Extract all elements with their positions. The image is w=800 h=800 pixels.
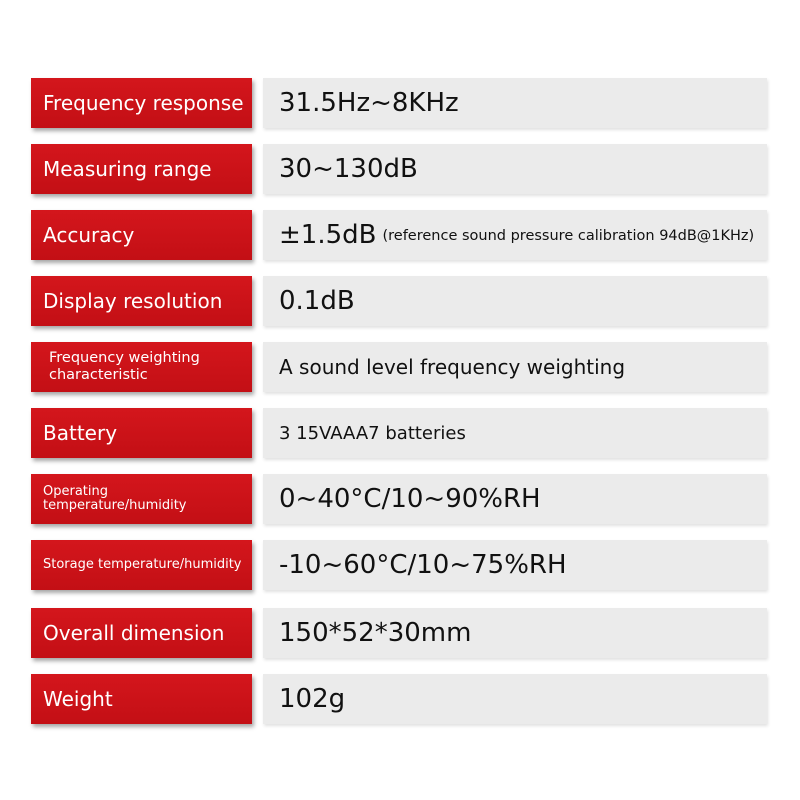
spec-value: 3 15VAAA7 batteries [279, 422, 466, 444]
spec-label: Battery [43, 421, 118, 445]
spec-label-cell [31, 540, 252, 590]
spec-value-cell [263, 540, 767, 590]
spec-label-cell [31, 408, 252, 458]
spec-value-cell [263, 474, 767, 524]
spec-label-cell [31, 474, 252, 524]
spec-value: 0.1dB [279, 286, 355, 316]
spec-row-frequency-response [31, 78, 767, 128]
spec-value: 102g [279, 684, 346, 714]
spec-value-cell [263, 78, 767, 128]
spec-value: A sound level frequency weighting [279, 355, 626, 379]
spec-label-cell [31, 342, 252, 392]
spec-label: Display resolution [43, 289, 223, 313]
spec-row-measuring-range [31, 144, 767, 194]
spec-value: 0~40°C/10~90%RH [279, 484, 541, 514]
spec-label: Measuring range [43, 157, 212, 181]
spec-label-cell [31, 210, 252, 260]
spec-row-frequency-weighting [31, 342, 767, 392]
spec-value-cell [263, 408, 767, 458]
spec-label: Accuracy [43, 223, 135, 247]
spec-row-battery [31, 408, 767, 458]
spec-label: Weight [43, 687, 113, 711]
spec-value-cell [263, 342, 767, 392]
spec-label: Frequency weighting characteristic [49, 349, 200, 383]
spec-value-cell [263, 276, 767, 326]
spec-label: Storage temperature/humidity [43, 556, 242, 572]
spec-value-cell [263, 608, 767, 658]
spec-label-cell [31, 78, 252, 128]
spec-value: 31.5Hz~8KHz [279, 88, 459, 118]
spec-value: ±1.5dB [279, 220, 377, 250]
spec-row-display-resolution [31, 276, 767, 326]
spec-value: 150*52*30mm [279, 618, 472, 648]
spec-value-note: (reference sound pressure calibration 94dB@1KHz) [382, 228, 755, 244]
spec-value-cell [263, 674, 767, 724]
spec-row-accuracy [31, 210, 767, 260]
spec-row-weight [31, 674, 767, 724]
spec-value: -10~60°C/10~75%RH [279, 550, 567, 580]
spec-value-cell [263, 144, 767, 194]
spec-label-cell [31, 144, 252, 194]
spec-row-storage-temperature [31, 540, 767, 590]
spec-value-cell [263, 210, 767, 260]
spec-row-operating-temperature [31, 474, 767, 524]
spec-label-cell [31, 276, 252, 326]
spec-label: Operating temperature/humidity [43, 483, 187, 513]
spec-label-cell [31, 608, 252, 658]
spec-label-cell [31, 674, 252, 724]
spec-label: Frequency response [43, 91, 244, 115]
spec-row-overall-dimension [31, 608, 767, 658]
spec-label: Overall dimension [43, 621, 225, 645]
spec-value: 30~130dB [279, 154, 418, 184]
